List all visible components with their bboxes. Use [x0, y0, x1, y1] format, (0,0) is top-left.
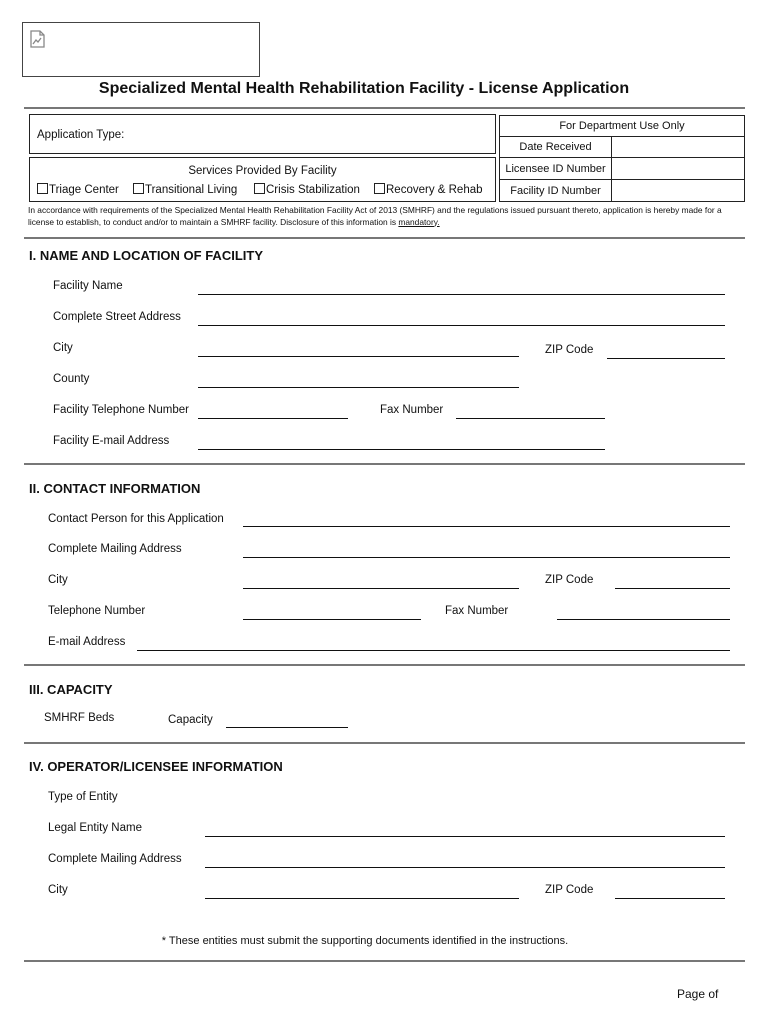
checkbox-icon[interactable] — [374, 183, 385, 194]
capacity-label: Capacity — [168, 714, 213, 726]
contact-city-label: City — [48, 574, 68, 586]
operator-zip-label: ZIP Code — [545, 884, 594, 896]
dept-licensee-id-field[interactable] — [611, 157, 745, 180]
contact-person-field[interactable] — [243, 526, 730, 527]
checkbox-icon[interactable] — [254, 183, 265, 194]
smhrf-beds-label: SMHRF Beds — [44, 712, 115, 724]
capacity-field[interactable] — [226, 727, 348, 728]
fax-field[interactable] — [456, 418, 605, 419]
section-1-title: I. NAME AND LOCATION OF FACILITY — [29, 248, 263, 263]
section-divider-1 — [24, 237, 745, 239]
operator-city-field[interactable] — [205, 898, 519, 899]
mandatory-emphasis: mandatory. — [398, 216, 440, 227]
legal-entity-label: Legal Entity Name — [48, 822, 142, 834]
checkbox-triage-center[interactable]: Triage Center — [37, 183, 119, 196]
contact-telephone-field[interactable] — [243, 619, 421, 620]
zip-label: ZIP Code — [545, 344, 594, 356]
operator-zip-field[interactable] — [615, 898, 725, 899]
legal-entity-field[interactable] — [205, 836, 725, 837]
dept-date-received-field[interactable] — [611, 136, 745, 158]
title-divider — [24, 107, 745, 109]
mailing-address-label: Complete Mailing Address — [48, 543, 182, 555]
contact-zip-field[interactable] — [615, 588, 730, 589]
contact-person-label: Contact Person for this Application — [48, 513, 224, 525]
operator-city-label: City — [48, 884, 68, 896]
dept-facility-id-label: Facility ID Number — [499, 179, 612, 202]
page-number: Page of — [677, 987, 719, 1001]
contact-fax-field[interactable] — [557, 619, 730, 620]
legal-notice: In accordance with requirements of the Specialized Mental Health Rehabilitation Facility Act of 2013 (SMHRF) and the regulations issued pursuant thereto, application is hereby made for a license to establish, to conduct and/or to maintain a SMHRF facility. Disclosure of this information is mandatory. — [28, 205, 722, 227]
operator-mailing-field[interactable] — [205, 867, 725, 868]
county-label: County — [53, 373, 90, 385]
contact-telephone-label: Telephone Number — [48, 605, 146, 617]
dept-facility-id-field[interactable] — [611, 179, 745, 202]
facility-name-field[interactable] — [198, 294, 725, 295]
section-3-title: III. CAPACITY — [29, 682, 113, 697]
zip-field[interactable] — [607, 358, 725, 359]
facility-email-field[interactable] — [198, 449, 605, 450]
checkbox-recovery-rehab[interactable]: Recovery & Rehab — [374, 183, 483, 196]
contact-email-field[interactable] — [137, 650, 730, 651]
section-divider-2 — [24, 463, 745, 465]
street-address-field[interactable] — [198, 325, 725, 326]
services-title: Services Provided By Facility — [188, 165, 337, 177]
section-2-title: II. CONTACT INFORMATION — [29, 481, 201, 496]
contact-zip-label: ZIP Code — [545, 574, 594, 586]
contact-city-field[interactable] — [243, 588, 519, 589]
checkbox-transitional-living[interactable]: Transitional Living — [133, 183, 237, 196]
footnote: * These entities must submit the supporting documents identified in the instructions. — [161, 935, 569, 947]
dept-use-header: For Department Use Only — [499, 115, 745, 137]
mailing-address-field[interactable] — [243, 557, 730, 558]
operator-mailing-label: Complete Mailing Address — [48, 853, 182, 865]
facility-email-label: Facility E-mail Address — [53, 435, 170, 447]
image-placeholder-icon — [29, 29, 47, 54]
application-type-box[interactable] — [29, 114, 496, 154]
checkbox-crisis-stabilization[interactable]: Crisis Stabilization — [254, 183, 360, 196]
facility-telephone-field[interactable] — [198, 418, 348, 419]
county-field[interactable] — [198, 387, 519, 388]
dept-licensee-id-label: Licensee ID Number — [499, 157, 612, 180]
contact-fax-label: Fax Number — [445, 605, 509, 617]
street-address-label: Complete Street Address — [53, 311, 181, 323]
section-divider-4 — [24, 742, 745, 744]
facility-name-label: Facility Name — [53, 280, 123, 292]
section-divider-3 — [24, 664, 745, 666]
dept-date-received-label: Date Received — [499, 136, 612, 158]
fax-label: Fax Number — [380, 404, 444, 416]
contact-email-label: E-mail Address — [48, 636, 126, 648]
page-title: Specialized Mental Health Rehabilitation Facility - License Application — [98, 80, 630, 97]
logo-placeholder — [22, 22, 260, 77]
services-box — [29, 157, 496, 202]
section-divider-5 — [24, 960, 745, 962]
entity-type-label: Type of Entity — [48, 791, 118, 803]
checkbox-icon[interactable] — [133, 183, 144, 194]
section-4-title: IV. OPERATOR/LICENSEE INFORMATION — [29, 759, 283, 774]
city-label: City — [53, 342, 73, 354]
application-type-label: Application Type: — [37, 129, 125, 141]
checkbox-icon[interactable] — [37, 183, 48, 194]
facility-telephone-label: Facility Telephone Number — [53, 404, 189, 416]
city-field[interactable] — [198, 356, 519, 357]
